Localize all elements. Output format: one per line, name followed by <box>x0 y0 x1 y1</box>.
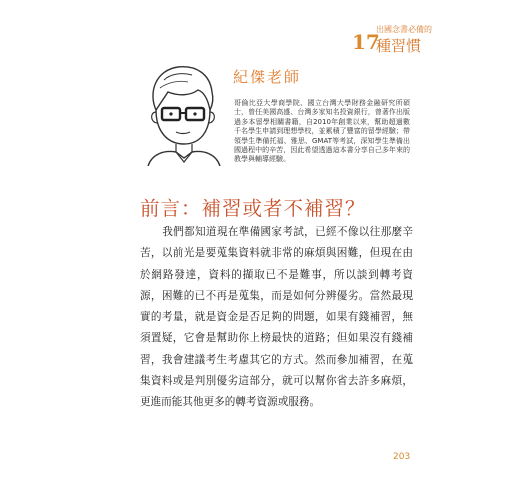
body-paragraph: 我們都知道現在準備國家考試，已經不像以往那麼辛苦，以前光是要蒐集資料就非常的麻煩與困難，但現在由於網路發達，資料的擷取已不是難事，所以談到轉考資源，困難的已不再是蒐集，而是如何分辨優劣。當然最現實的考量，就是資金是否足夠的問題，如果有錢補習，無須置疑，它會是幫助你上榜最快的道路；但如果沒有錢補習，我會建議考生考慮其它的方式。然而參加補習，在蒐集資料或是判別優劣這部分，就可以幫你省去許多麻煩，更進而能其他更多的轉考資源或服務。 <box>140 226 413 409</box>
logo-small-text: 出國念書必備的 <box>376 25 432 34</box>
logo-number: 17 <box>352 30 380 54</box>
author-cartoon-avatar <box>138 62 228 166</box>
book-series-logo <box>352 20 432 60</box>
author-bio: 哥倫比亞大學商學院、國立台灣大學財務金融研究所碩士，曾任美國高盛、台灣多家知名投資銀行，曾著作出版過多本留學相關書籍，自2010年創業以來，幫助超過數千名學生申請到理想學校，並累積了豐富的留學經驗；帶領學生準備托福、雅思、GMAT等考試，深知學生準備出國過程中的辛苦，因此希望透過這本書分享自己多年來的教學與輔導經驗。 <box>234 99 410 164</box>
section-heading: 前言：補習或者不補習？ <box>140 197 366 220</box>
body-text <box>140 222 413 414</box>
logo-big-text: 種習慣 <box>376 37 422 55</box>
author-name: 紀傑老師 <box>233 68 302 86</box>
page-number: 203 <box>393 452 411 462</box>
